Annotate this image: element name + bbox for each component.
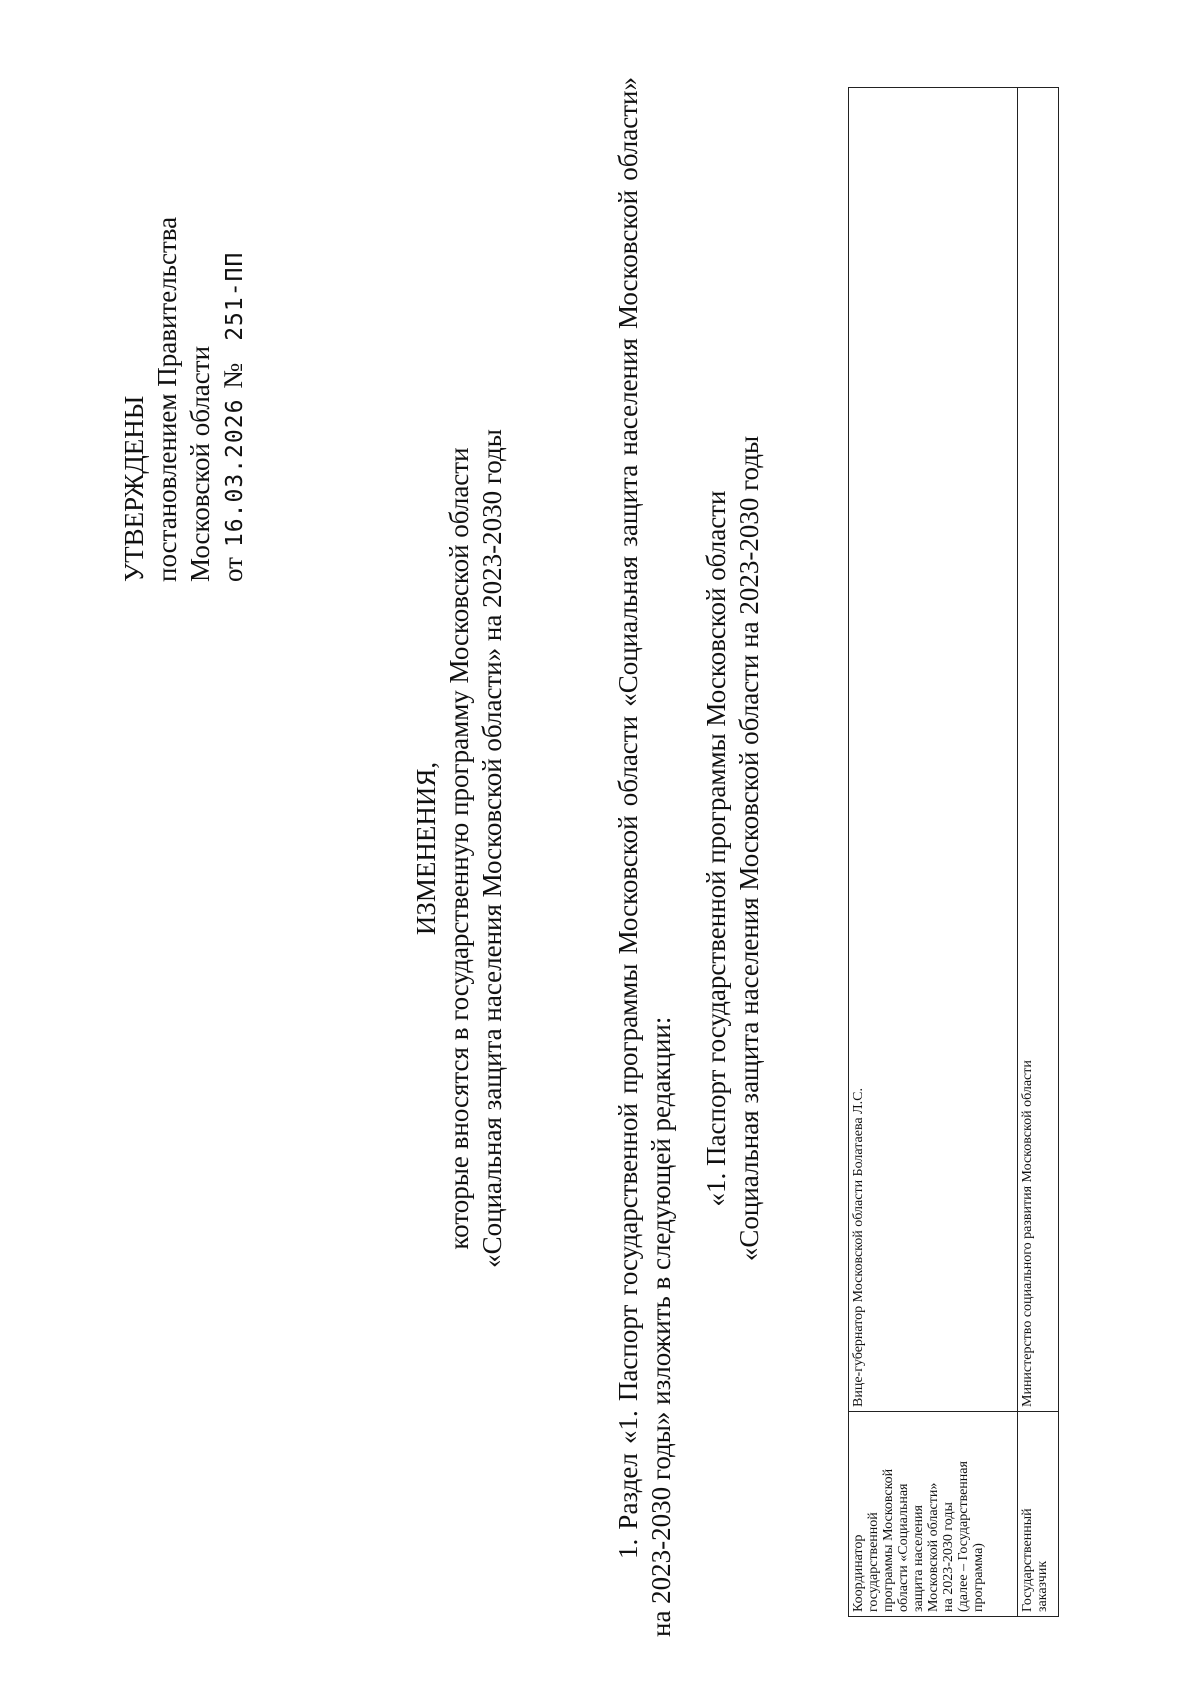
- decree-number: 251-ПП: [222, 251, 248, 341]
- document-title: [410, 100, 509, 1597]
- passport-line-2: «Социальная защита населения Московской области на 2023-2030 годы: [734, 435, 764, 1262]
- amendment-paragraph: 1. Раздел «1. Паспорт государственной программы Московской области «Социальная защита населения Московской области» на 2023-2030 годы» изложить в следующей редакции:: [613, 77, 676, 1637]
- title-line-2: которые вносятся в государственную программу Московской области: [444, 447, 474, 1250]
- approval-stamp: [118, 62, 252, 582]
- title-heading: ИЗМЕНЕНИЯ,: [411, 761, 441, 936]
- row-value: Министерство социального развития Московской области: [1018, 88, 1059, 1412]
- approval-line-2: постановлением Правительства: [152, 216, 182, 582]
- approval-date-line: [217, 62, 252, 582]
- number-sign: №: [218, 362, 248, 389]
- passport-table: [848, 87, 1059, 1617]
- approval-title: УТВЕРЖДЕНЫ: [119, 395, 149, 582]
- date-prefix: от: [218, 557, 248, 582]
- title-line-3: «Социальная защита населения Московской области» на 2023-2030 годы: [477, 429, 507, 1268]
- approval-line-3: Московской области: [185, 345, 215, 582]
- row-label: Государственный заказчик: [1018, 1412, 1059, 1617]
- table-row: [1018, 88, 1059, 1617]
- decree-date: 16.03.2026: [222, 398, 248, 548]
- row-value: Вице-губернатор Московской области Болатаева Л.С.: [849, 88, 1018, 1412]
- table-row: [849, 88, 1018, 1617]
- passport-line-1: «1. Паспорт государственной программы Московской области: [701, 490, 731, 1207]
- row-label: Координатор государственной программы Московской области «Социальная защита населения Московской области» на 2023-2030 годы (далее – Государственная программа): [849, 1412, 1018, 1617]
- passport-heading: [700, 100, 766, 1597]
